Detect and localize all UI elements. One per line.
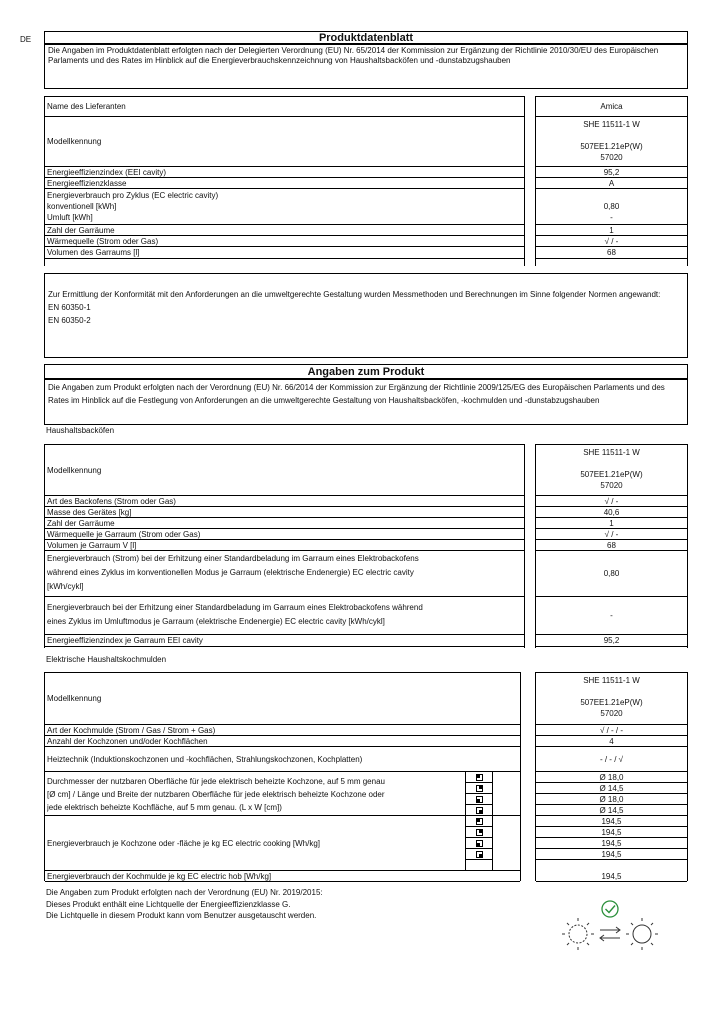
cooking-zone-rear-right-icon <box>476 851 483 858</box>
diameter-value: Ø 14,5 <box>536 805 687 816</box>
consumption-conventional-label: konventionell [kWh] <box>47 202 117 211</box>
datasheet-intro: Die Angaben im Produktdatenblatt erfolgten nach der Delegierten Verordnung (EU) Nr. 65/2014 der Kommission zur Ergänzung der Richtlinie 2010/30/EU des Europäischen Parlaments und des Rates im Hinblick auf die Energieverbrauchskennzeichnung von Haushaltsbacköfen und -dunstabzugshauben <box>48 46 659 65</box>
swap-arrows-icon <box>600 927 620 941</box>
model-value-line <box>536 130 687 141</box>
cooking-zone-front-right-icon <box>476 829 483 836</box>
hob-consumption-value: 194,5 <box>536 871 687 882</box>
volume-value: 68 <box>536 247 687 259</box>
consumption-value-block <box>536 189 687 225</box>
model-value-line: 57020 <box>600 153 623 162</box>
diameter-label-line: [Ø cm] / Länge und Breite der nutzbaren Oberfläche für jede elektrisch beheizte Kochzone oder <box>47 790 385 799</box>
zone-icon-cell <box>466 783 492 794</box>
hob-model-value-line <box>536 686 687 697</box>
model-value-line: 507EE1.21eP(W) <box>580 142 643 151</box>
hob-type-label: Art der Kochmulde (Strom / Gas / Strom + Gas) <box>45 725 520 736</box>
language-code: DE <box>20 35 32 44</box>
cavities-value: 1 <box>536 225 687 236</box>
bulb-left-icon <box>562 918 594 950</box>
fan-consumption-label-line: Energieverbrauch bei der Erhitzung einer Standardbeladung im Garraum eines Elektrobackofens während <box>47 603 423 612</box>
oven-model-value-block <box>536 445 687 496</box>
fan-consumption-label-block <box>45 597 524 635</box>
heat-source-label: Wärmequelle (Strom oder Gas) <box>45 236 524 247</box>
norm-item: EN 60350-2 <box>48 316 91 325</box>
model-label: Modellkennung <box>45 117 524 167</box>
oven-volume-label: Volumen je Garraum V [l] <box>45 540 524 551</box>
conv-consumption-value: 0,80 <box>536 551 687 597</box>
heat-source-value: √ / - <box>536 236 687 247</box>
consumption-conventional-value: 0,80 <box>603 202 620 211</box>
model-value-line: SHE 11511-1 W <box>583 120 640 129</box>
mass-value: 40,6 <box>536 507 687 518</box>
oven-cavities-value: 1 <box>536 518 687 529</box>
hob-type-value: √ / - / - <box>536 725 687 736</box>
oven-volume-value: 68 <box>536 540 687 551</box>
volume-label: Volumen des Garraums [l] <box>45 247 524 259</box>
zone-icon-cell <box>466 816 492 827</box>
heating-tech-value: - / - / √ <box>536 747 687 772</box>
zone-icon-cell <box>466 805 492 816</box>
heating-tech-label: Heiztechnik (Induktionskochzonen und -kochflächen, Strahlungskochzonen, Kochplatten) <box>45 747 520 772</box>
fan-consumption-label-line: eines Zyklus im Umluftmodus je Garraum (elektrische Endenergie) EC electric cavity [kWh/cykl] <box>47 617 385 626</box>
conv-consumption-label-line: [kWh/cykl] <box>47 582 84 591</box>
consumption-label: Energieverbrauch pro Zyklus (EC electric cavity) <box>47 191 219 200</box>
bulb-right-icon <box>626 918 658 950</box>
conv-consumption-label-block <box>45 551 524 597</box>
zone-consumption-value: 194,5 <box>536 827 687 838</box>
zone-consumption-value: 194,5 <box>536 849 687 860</box>
consumption-fan-label: Umluft [kWh] <box>47 213 93 222</box>
zone-icon-column <box>465 771 493 870</box>
cooking-zone-rear-left-icon <box>476 840 483 847</box>
oven-eei-label: Energieeffizienzindex je Garraum EEI cavity <box>45 635 524 647</box>
supplier-value: Amica <box>536 97 687 117</box>
conv-consumption-label-line: Energieverbrauch (Strom) bei der Erhitzung einer Standardbeladung im Garraum eines Elektrobackofens <box>47 554 419 563</box>
conv-consumption-label-line: während eines Zyklus im konventionellen Modus je Garraum (elektrische Endenergie) EC electric cavity <box>47 568 414 577</box>
footer-line: Dieses Produkt enthält eine Lichtquelle der Energieeffizienzklasse G. <box>46 899 291 909</box>
consumption-label-block <box>45 189 524 225</box>
s3-value-column <box>535 672 688 881</box>
product-info-intro: Die Angaben zum Produkt erfolgten nach der Verordnung (EU) Nr. 66/2014 der Kommission zur Ergänzung der Richtlinie 2009/125/EG des Europäischen Parlaments und des Rates im Hinblick auf die Festlegung von Anforderungen an die umweltgerechte Gestaltung von Haushaltsbacköfen, -kochmulden und -dunstabzugshauben <box>48 383 665 405</box>
diameter-label-line: Durchmesser der nutzbaren Oberfläche für jede elektrisch beheizte Kochzone, auf 5 mm genau <box>47 777 385 786</box>
diameter-value: Ø 18,0 <box>536 794 687 805</box>
ovens-heading: Haushaltsbacköfen <box>46 426 115 435</box>
footer-line: Die Lichtquelle in diesem Produkt kann vom Benutzer ausgetauscht werden. <box>46 911 317 920</box>
footer-line: Die Angaben zum Produkt erfolgten nach der Verordnung (EU) Nr. 2019/2015: <box>46 888 323 897</box>
diameter-value: Ø 18,0 <box>536 772 687 783</box>
zones-value: 4 <box>536 736 687 747</box>
model-value-block <box>536 117 687 167</box>
product-info-intro-box <box>44 379 688 425</box>
oven-model-value-line: 57020 <box>600 481 623 490</box>
zone-consumption-label: Energieverbrauch je Kochzone oder -fläche je kg EC electric cooking [Wh/kg] <box>45 816 520 871</box>
norms-text: Zur Ermittlung der Konformität mit den Anforderungen an die umweltgerechte Gestaltung wurden Messmethoden und Berechnungen im Sinne folgender Normen angewandt: <box>48 290 661 299</box>
product-info-title: Angaben zum Produkt <box>307 366 425 378</box>
diameter-label-block <box>45 772 520 816</box>
hob-model-value-line: 507EE1.21eP(W) <box>580 698 643 707</box>
hob-consumption-label: Energieverbrauch der Kochmulde je kg EC electric hob [Wh/kg] <box>45 871 520 882</box>
s1-value-column <box>535 96 688 266</box>
oven-type-label: Art des Backofens (Strom oder Gas) <box>45 496 524 507</box>
oven-cavities-label: Zahl der Garräume <box>45 518 524 529</box>
norm-item: EN 60350-1 <box>48 303 91 312</box>
footer-text <box>46 887 323 922</box>
supplier-label: Name des Lieferanten <box>45 97 524 117</box>
fan-consumption-value: - <box>536 597 687 635</box>
oven-heat-value: √ / - <box>536 529 687 540</box>
s1-label-column <box>44 96 525 266</box>
cooking-zone-rear-left-icon <box>476 796 483 803</box>
oven-heat-label: Wärmequelle je Garraum (Strom oder Gas) <box>45 529 524 540</box>
datasheet-title-box <box>44 31 688 44</box>
zone-consumption-value: 194,5 <box>536 838 687 849</box>
hob-model-label: Modellkennung <box>45 673 520 725</box>
hob-model-value-line: 57020 <box>600 709 623 718</box>
oven-model-value-line: 507EE1.21eP(W) <box>580 470 643 479</box>
cavities-label: Zahl der Garräume <box>45 225 524 236</box>
oven-eei-value: 95,2 <box>536 635 687 647</box>
cooking-zone-rear-right-icon <box>476 807 483 814</box>
zone-icon-cell <box>466 794 492 805</box>
datasheet-intro-box <box>44 44 688 89</box>
zone-icon-cell <box>466 849 492 860</box>
zone-icon-cell <box>466 827 492 838</box>
datasheet-title: Produktdatenblatt <box>318 32 414 44</box>
oven-model-value-line: SHE 11511-1 W <box>583 448 640 457</box>
oven-type-value: √ / - <box>536 496 687 507</box>
cooking-zone-front-left-icon <box>476 818 483 825</box>
zone-icon-cell <box>466 838 492 849</box>
mass-label: Masse des Gerätes [kg] <box>45 507 524 518</box>
class-label: Energieeffizienzklasse <box>45 178 524 189</box>
consumption-fan-value: - <box>610 213 613 222</box>
checkmark-icon <box>602 901 618 917</box>
zone-icon-cell <box>466 772 492 783</box>
oven-model-label: Modellkennung <box>45 445 524 496</box>
diameter-label-line: jede elektrisch beheizte Kochfläche, auf 5 mm genau. (L x W [cm]) <box>47 803 282 812</box>
norms-box <box>44 273 688 358</box>
replaceable-light-source-icon <box>560 898 670 952</box>
s2-label-column <box>44 444 525 648</box>
zones-label: Anzahl der Kochzonen und/oder Kochflächen <box>45 736 520 747</box>
diameter-value: Ø 14,5 <box>536 783 687 794</box>
oven-model-value-line <box>536 458 687 469</box>
product-info-title-box <box>44 364 688 379</box>
cooking-zone-front-left-icon <box>476 774 483 781</box>
zone-consumption-value: 194,5 <box>536 816 687 827</box>
hobs-heading: Elektrische Haushaltskochmulden <box>46 655 167 664</box>
s3-label-column <box>44 672 521 881</box>
s2-value-column <box>535 444 688 648</box>
eei-label: Energieeffizienzindex (EEI cavity) <box>45 167 524 178</box>
eei-value: 95,2 <box>536 167 687 178</box>
class-value: A <box>536 178 687 189</box>
hob-model-value-line: SHE 11511-1 W <box>583 676 640 685</box>
cooking-zone-front-right-icon <box>476 785 483 792</box>
hob-model-value-block <box>536 673 687 725</box>
